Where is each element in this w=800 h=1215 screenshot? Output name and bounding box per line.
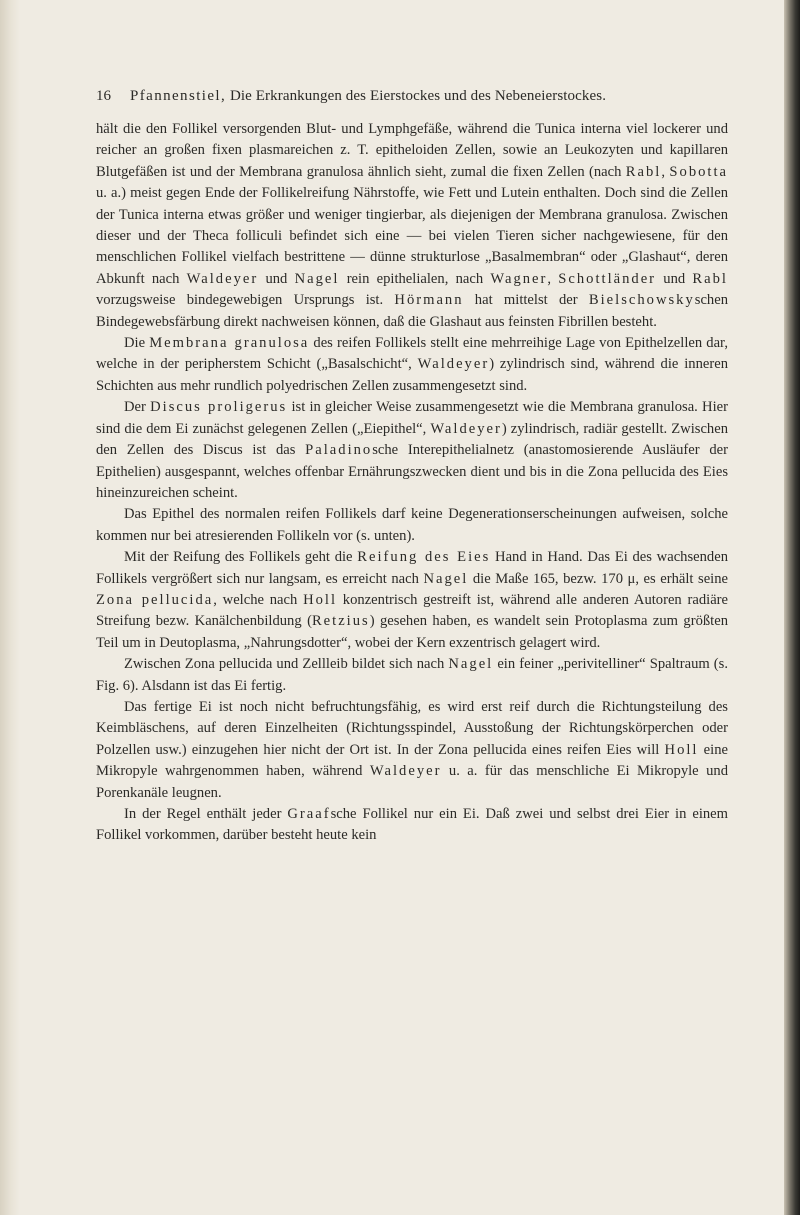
text-run: hält die den Follikel versorgenden Blut- und Lymphgefäße, während die Tunica interna viel lockerer und reicher an großen fixen plasmareichen z. T. epitheloiden Zellen, sowie an Leukozyten und kapillaren Blutgefäßen ist und der Membrana granulosa ähnlich sieht, zumal die fixen Zellen (nach [96,121,728,180]
text-run: u. a.) meist gegen Ende der Follikelreifung Nährstoffe, wie Fett und Lutein enthalten. Doch sind die Zellen der Tunica interna etwas größer und weniger tingierbar, als diejenigen der Membrana granulosa. Zwischen dieser und der Theca folliculi befindet sich eine — bei vielen Tieren sicher nachgewiesene, für den menschlichen Follikel vielfach bestrittene — dünne strukturlose „Basalmembran“ oder „Glashaut“, deren Abkunft nach [96,185,728,287]
page-header [96,88,728,105]
body-text [96,119,728,847]
text-run: des reifen Follikels stellt eine mehrreihige Lage von Epithelzellen dar, welche in der peripherstem Schicht („Basalschicht“, [96,335,728,373]
text-run: hat mittelst der [463,292,589,309]
spaced-name: Bielschowsky [588,292,695,309]
text-run: Mit der Reifung des Follikels geht die [124,549,358,566]
running-head-title: Die Erkrankungen des Eierstockes und des Nebeneierstockes. [229,88,607,104]
text-run: die Maße 165, bezw. 170 μ, es erhält seine [468,570,729,587]
spaced-name: Paladino [305,442,373,459]
text-run: Zwischen Zona pellucida und Zellleib bildet sich nach [124,656,449,673]
text-run: rein epithelialen, nach [339,270,491,287]
spaced-name: Waldeyer [430,420,502,437]
spaced-name: Hörmann [394,292,464,309]
text-run: ) zylindrisch sind, während die inneren Schichten aus mehr rundlich polyedrischen Zellen zusammengesetzt sind. [96,356,728,394]
spaced-name: Rabl [692,270,728,287]
text-run: ist in gleicher Weise zusammengesetzt wie die Membrana granulosa. Hier sind die dem Ei zunächst gelegenen Zellen („Eiepithel“, [96,399,728,437]
text-run: Der [124,399,151,416]
spaced-name: Discus proligerus [150,399,288,416]
paragraph [96,397,728,504]
spaced-name: Reifung des Eies [357,549,491,566]
spaced-name: Holl [664,741,699,758]
spaced-name: Membrana granulosa [149,335,310,352]
paragraph [96,804,728,847]
text-run: ) zylindrisch, radiär gestellt. Zwischen den Zellen des Discus ist das [96,420,728,459]
paragraph [96,119,728,333]
text-run: und [258,270,295,287]
spaced-name: Nagel [294,270,340,287]
text-run: eine Mikropyle wahrgenommen haben, während [96,741,728,780]
paragraph [96,547,728,654]
text-run: Hand in Hand. Das Ei des wachsenden Follikels vergrößert sich nur langsam, es erreicht nach [96,549,728,587]
text-run: konzentrisch gestreift ist, während alle anderen Autoren radiäre Streifung bezw. Kanälchenbildung ( [96,591,729,630]
running-head-author: Pfannenstiel, [130,88,227,104]
spaced-name: Schottländer [558,270,657,287]
text-run: , [661,163,670,180]
text-run: In der Regel enthält jeder [124,806,288,822]
text-run: sche Interepithelialnetz (anastomosierende Ausläufer der Epithelien) ausgespannt, welches offenbar Ernährungszwecken dient und bis in die Zona pellucida des Eies hineinzureichen scheint. [96,442,728,501]
text-run: , welche nach [213,591,304,608]
page-number: 16 [96,88,111,104]
spaced-name: Nagel [448,656,494,673]
spaced-name: Waldeyer [186,270,259,287]
paragraph [96,697,728,804]
text-run: sche Follikel nur ein Ei. Daß zwei und selbst drei Eier in einem Follikel vorkommen, darüber besteht heute kein [96,806,728,844]
text-run: u. a. für das menschliche Ei Mikropyle und Porenkanäle leugnen. [96,763,728,801]
spaced-name: Sobotta [669,163,728,180]
spaced-name: Graaf [287,806,331,822]
text-run: ) gesehen haben, es wandelt sein Protoplasma zum größten Teil um in Deutoplasma, „Nahrungsdotter“, wobei der Kern exzentrisch gelagert wird. [96,613,728,651]
text-run: schen Bindegewebsfärbung direkt nachweisen können, daß die Glashaut aus feinsten Fibrillen besteht. [96,292,728,330]
text-run: Das fertige Ei ist noch nicht befruchtungsfähig, es wird erst reif durch die Richtungsteilung des Keimbläschens, auf deren Einzelheiten (Richtungsspindel, Ausstoßung der Richtungskörperchen oder Polzellen usw.) einzugehen hier nicht der Ort ist. In der Zona pellucida eines reifen Eies will [96,698,728,758]
book-binding-edge [784,0,800,1215]
spaced-name: Waldeyer [369,763,442,780]
text-run: vorzugsweise bindegewebigen Ursprungs ist. [96,292,395,309]
spaced-name: Zona pellucida [96,591,214,608]
paragraph [96,654,728,697]
running-head [130,88,606,105]
text-run: Das Epithel des normalen reifen Follikels darf keine Degenerationserscheinungen aufweisen, solche kommen nur bei atresierenden Follikeln vor (s. unten). [96,506,728,544]
spaced-name: Rabl [625,163,662,180]
paragraph [96,333,728,397]
spaced-name: Waldeyer [417,356,490,373]
spaced-name: Retzius [311,613,370,630]
text-run: und [656,270,693,287]
text-run: Die [124,335,150,352]
spaced-name: Holl [303,591,338,608]
text-run: , [547,270,559,287]
paragraph [96,504,728,547]
spaced-name: Wagner [490,270,548,287]
page-left-edge [0,0,20,1215]
book-page [96,88,728,847]
spaced-name: Nagel [423,570,469,587]
text-run: ein feiner „perivitelliner“ Spaltraum (s. Fig. 6). Alsdann ist das Ei fertig. [96,656,728,694]
